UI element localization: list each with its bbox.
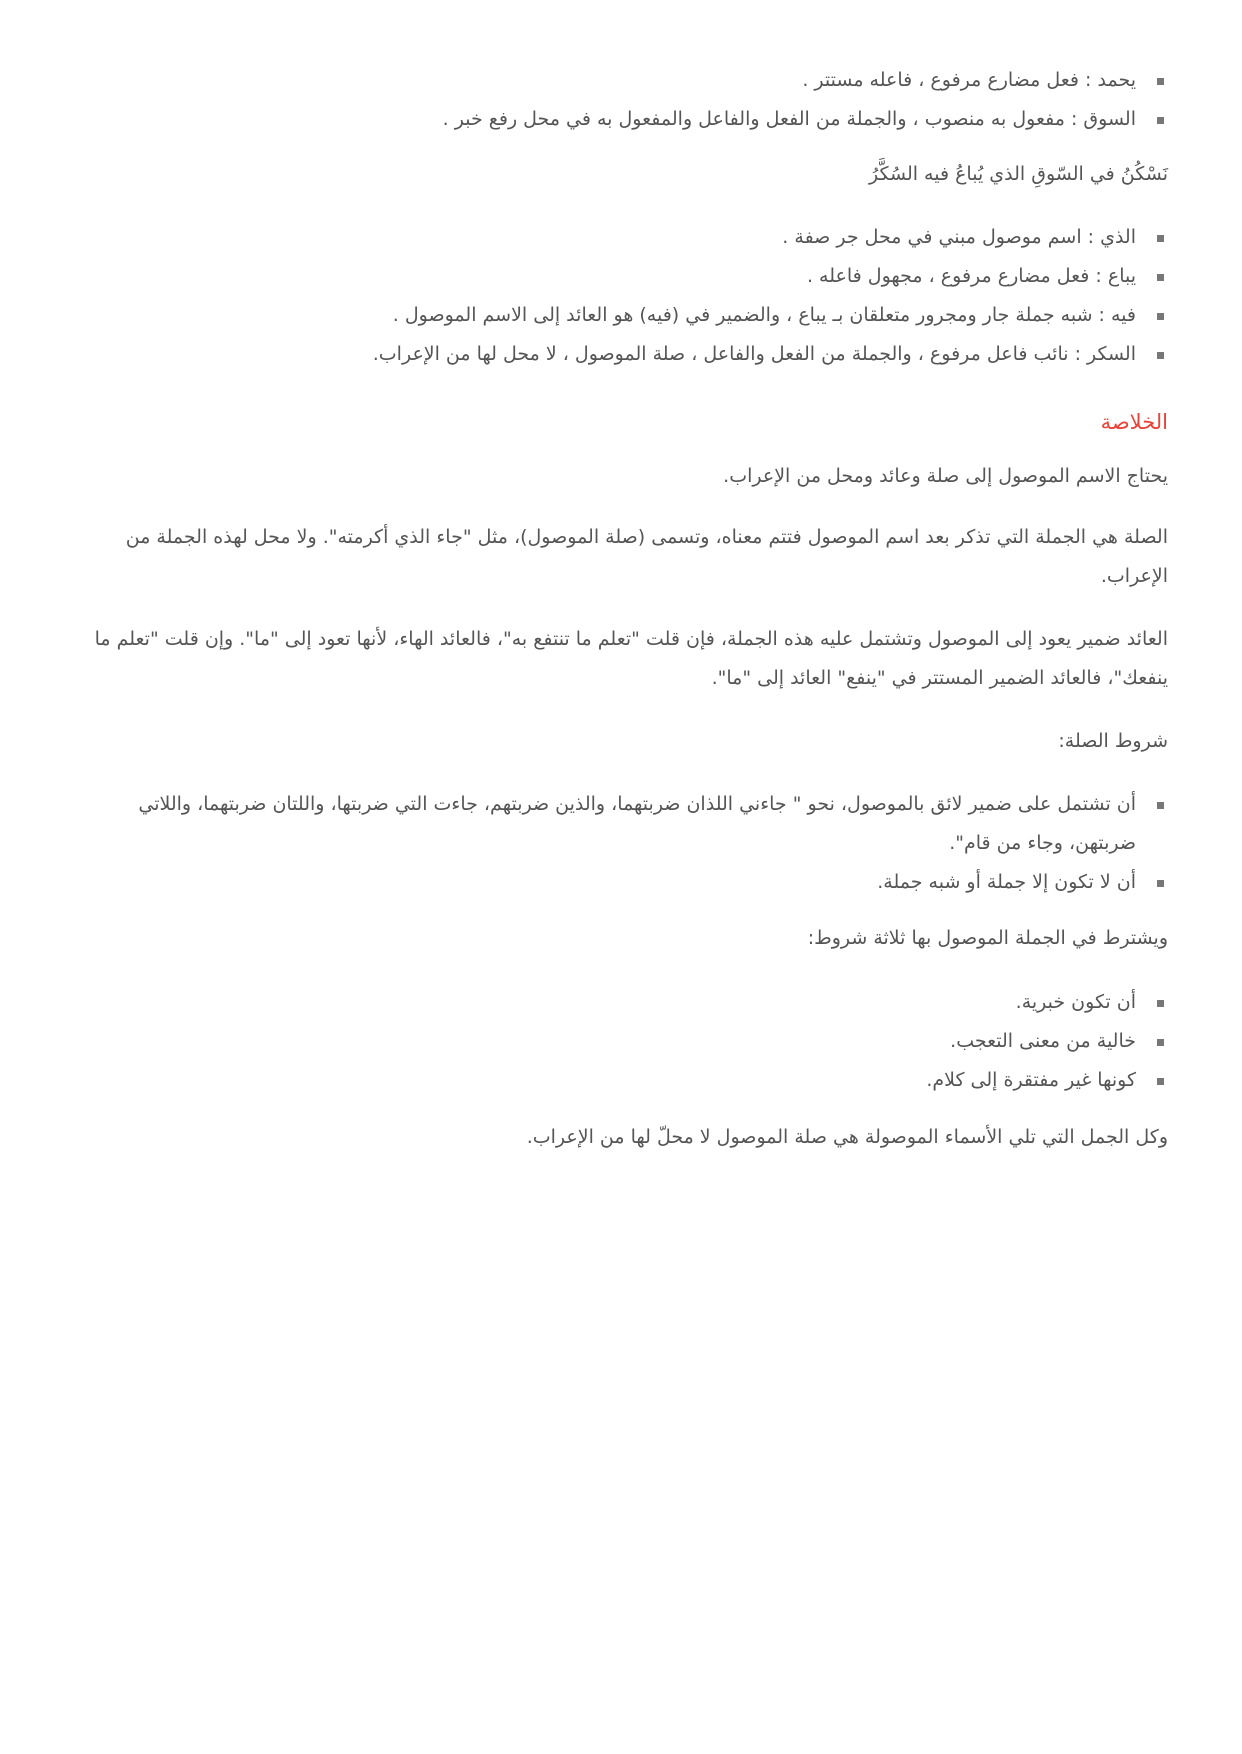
grammar-list-1 (90, 61, 1168, 139)
list-item: خالية من معنى التعجب. (90, 1022, 1168, 1061)
list-item: كونها غير مفتقرة إلى كلام. (90, 1061, 1168, 1100)
list-item: السوق : مفعول به منصوب ، والجملة من الفعل والفاعل والمفعول به في محل رفع خبر . (90, 100, 1168, 139)
list-item: فيه : شبه جملة جار ومجرور متعلقان بـ يباع ، والضمير في (فيه) هو العائد إلى الاسم الموصول . (90, 296, 1168, 335)
conditions-list (90, 785, 1168, 902)
list-item: أن تشتمل على ضمير لائق بالموصول، نحو " جاءني اللذان ضربتهما، والذين ضربتهم، جاءت التي ضربتها، واللتان ضربتهما، واللاتي ضربتهن، وجاء من قام". (90, 785, 1168, 863)
paragraph: ويشترط في الجملة الموصول بها ثلاثة شروط: (807, 927, 1168, 949)
paragraph: يحتاج الاسم الموصول إلى صلة وعائد ومحل من الإعراب. (723, 465, 1168, 487)
example-sentence: نَسْكُنُ في السّوقِ الذي يُباعُ فيه السُكَّرُ (869, 163, 1168, 185)
list-item: يحمد : فعل مضارع مرفوع ، فاعله مستتر . (90, 61, 1168, 100)
requirements-list (90, 983, 1168, 1100)
list-item: أن تكون خبرية. (90, 983, 1168, 1022)
list-item: أن لا تكون إلا جملة أو شبه جملة. (90, 863, 1168, 902)
paragraph: وكل الجمل التي تلي الأسماء الموصولة هي صلة الموصول لا محلّ لها من الإعراب. (526, 1126, 1168, 1148)
grammar-list-2 (90, 218, 1168, 374)
list-item: يباع : فعل مضارع مرفوع ، مجهول فاعله . (90, 257, 1168, 296)
paragraph: شروط الصلة: (1058, 730, 1168, 752)
paragraph: الصلة هي الجملة التي تذكر بعد اسم الموصول فتتم معناه، وتسمى (صلة الموصول)، مثل "جاء الذي أكرمته". ولا محل لهذه الجملة من الإعراب. (125, 526, 1168, 587)
summary-heading: الخلاصة (1100, 410, 1168, 434)
paragraph: العائد ضمير يعود إلى الموصول وتشتمل عليه هذه الجملة، فإن قلت "تعلم ما تنتفع به"، فالعائد الهاء، لأنها تعود إلى "ما". وإن قلت "تعلم ما ينفعك"، فالعائد الضمير المستتر في "ينفع" العائد إلى "ما". (94, 628, 1168, 689)
list-item: السكر : نائب فاعل مرفوع ، والجملة من الفعل والفاعل ، صلة الموصول ، لا محل لها من الإعراب. (90, 335, 1168, 374)
list-item: الذي : اسم موصول مبني في محل جر صفة . (90, 218, 1168, 257)
